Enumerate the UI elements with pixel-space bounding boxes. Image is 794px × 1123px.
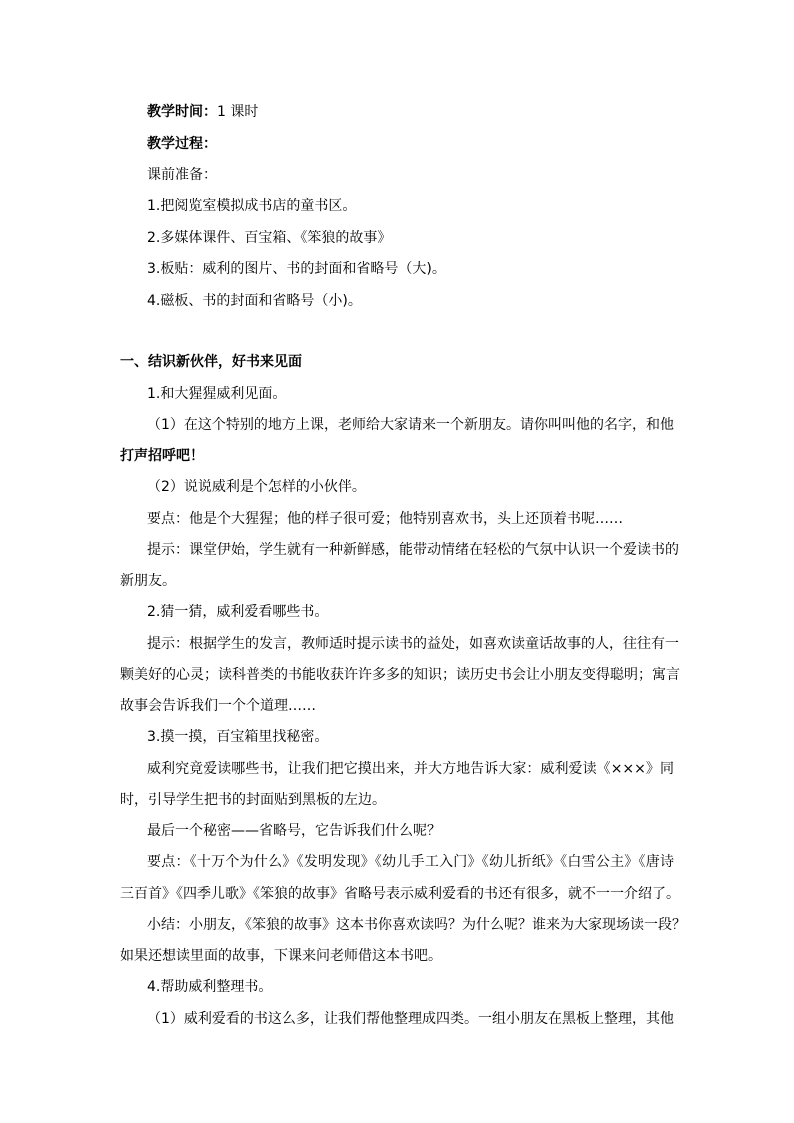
body-line: 新朋友。 bbox=[120, 573, 176, 589]
prep-item: 4.磁板、书的封面和省略号（小)。 bbox=[147, 293, 362, 309]
body-line: （1）在这个特别的地方上课，老师给大家请来一个新朋友。请你叫叫他的名字，和他 bbox=[147, 417, 674, 433]
body-line: （2）说说威利是个怎样的小伙伴。 bbox=[147, 479, 366, 495]
prep-item: 2.多媒体课件、百宝箱、《笨狼的故事》 bbox=[147, 230, 392, 246]
body-line: 最后一个秘密——省略号，它告诉我们什么呢？ bbox=[147, 823, 441, 839]
body-line: 小结：小朋友，《笨狼的故事》这本书你喜欢读吗？为什么呢？谁来为大家现场读一段？ bbox=[147, 917, 686, 933]
body-line: 三百首》《四季儿歌》《笨狼的故事》省略号表示威利爱看的书还有很多，就不一一介绍了。 bbox=[120, 886, 680, 902]
body-line: 打声招呼吧！ bbox=[120, 448, 204, 464]
body-line: （1）威利爱看的书这么多，让我们帮他整理成四类。一组小朋友在黑板上整理，其他 bbox=[147, 1011, 674, 1027]
prep-item: 1.把阅览室模拟成书店的童书区。 bbox=[147, 198, 357, 214]
teaching-time-value: 1 课时 bbox=[217, 104, 259, 120]
body-line: 3.摸一摸，百宝箱里找秘密。 bbox=[147, 729, 329, 745]
body-line: 4.帮助威利整理书。 bbox=[147, 979, 273, 995]
body-line: 颗美好的心灵；读科普类的书能收获许许多多的知识；读历史书会让小朋友变得聪明；寓言 bbox=[120, 667, 680, 683]
body-line: 故事会告诉我们一个个道理…… bbox=[120, 698, 316, 714]
teaching-time-label: 教学时间： bbox=[147, 104, 217, 120]
body-line: 如果还想读里面的故事，下课来问老师借这本书吧。 bbox=[120, 948, 442, 964]
teaching-time-line bbox=[147, 102, 258, 122]
body-line: 1.和大猩猩威利见面。 bbox=[147, 386, 287, 402]
body-line: 时，引导学生把书的封面贴到黑板的左边。 bbox=[120, 792, 386, 808]
prep-item: 3.板贴：威利的图片、书的封面和省略号（大)。 bbox=[147, 261, 446, 277]
teaching-process-label: 教学过程： bbox=[147, 136, 217, 152]
body-line: 威利究竟爱读哪些书，让我们把它摸出来，并大方地告诉大家：威利爱读《×××》同 bbox=[147, 761, 674, 777]
body-line: 提示：根据学生的发言，教师适时提示读书的益处，如喜欢读童话故事的人，往往有一 bbox=[147, 636, 679, 652]
section-heading: 一、结识新伙伴，好书来见面 bbox=[120, 354, 302, 370]
body-line: 要点：他是个大猩猩；他的样子很可爱；他特别喜欢书，头上还顶着书呢…… bbox=[147, 511, 623, 527]
prep-title: 课前准备： bbox=[147, 167, 217, 183]
body-line: 要点：《十万个为什么》《发明发现》《幼儿手工入门》《幼儿折纸》《白雪公主》《唐诗 bbox=[147, 854, 674, 870]
body-line: 提示：课堂伊始，学生就有一种新鲜感，能带动情绪在轻松的气氛中认识一个爱读书的 bbox=[147, 542, 679, 558]
body-line: 2.猜一猜，威利爱看哪些书。 bbox=[147, 604, 329, 620]
